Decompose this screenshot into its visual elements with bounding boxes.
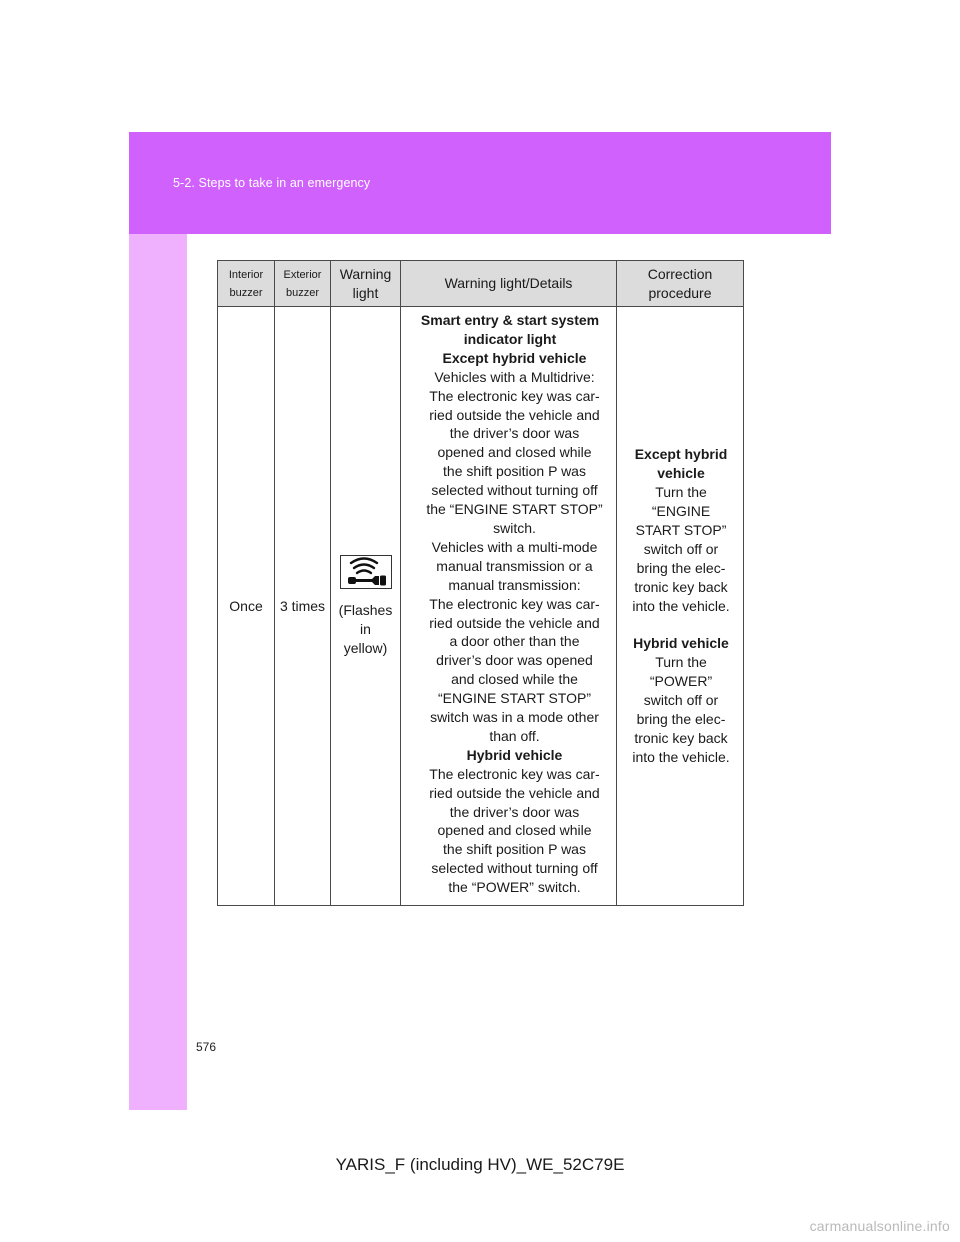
table-header-row [218, 261, 744, 307]
page-number: 576 [196, 1040, 217, 1054]
text-line: “ENGINE START STOP” [438, 690, 591, 707]
text-line: selected without turning off [431, 860, 598, 877]
smart-key-icon [340, 555, 392, 589]
text-line: the driver’s door was [449, 803, 580, 820]
text-line: tronic key back [634, 578, 728, 595]
correction-hybrid-lines [625, 653, 737, 766]
document-code: YARIS_F (including HV)_WE_52C79E [335, 1155, 625, 1174]
spacer [625, 616, 737, 635]
text-line: switch off or [643, 540, 719, 557]
details-title-line: Smart entry & start system [420, 312, 600, 328]
text-line: opened and closed while [437, 822, 592, 839]
details-hybrid-heading: Hybrid vehicle [466, 746, 563, 763]
col-exterior-buzzer-line: buzzer [285, 286, 320, 299]
text-line: bring the elec- [636, 559, 726, 576]
text-line: selected without turning off [431, 482, 598, 499]
text-line: “ENGINE [651, 503, 711, 520]
details-non-hybrid-lines [419, 368, 610, 746]
correction-non-hybrid-heading-line: Except hybrid [634, 446, 728, 463]
details-hybrid-lines [419, 765, 610, 897]
text-line: a door other than the [449, 633, 580, 650]
text-line: ried outside the vehicle and [429, 614, 600, 631]
text-line: switch. [493, 519, 536, 536]
text-line: the “POWER” switch. [448, 879, 581, 896]
correction-non-hybrid-lines [625, 483, 737, 615]
text-line: into the vehicle. [632, 748, 730, 765]
cell-warning-light [331, 307, 401, 906]
flash-note-line: (Flashes [338, 601, 393, 618]
col-warning-light [331, 261, 401, 307]
cell-details [401, 307, 617, 906]
col-interior-buzzer-line: Interior [228, 268, 264, 281]
text-line: “POWER” [649, 673, 713, 690]
text-line: and closed while the [451, 671, 578, 688]
text-line: The electronic key was car- [429, 765, 600, 782]
col-details: Warning light/Details [401, 261, 617, 307]
text-line: Turn the [655, 654, 707, 671]
text-line: Turn the [655, 484, 707, 501]
col-correction [617, 261, 744, 307]
text-line: than off. [489, 727, 540, 744]
text-line: The electronic key was car- [429, 595, 600, 612]
text-line: manual transmission: [448, 576, 581, 593]
text-line: the shift position P was [443, 841, 586, 858]
col-warning-light-line: light [352, 284, 379, 301]
text-line: manual transmission or a [436, 557, 593, 574]
text-line: ried outside the vehicle and [429, 784, 600, 801]
text-line: switch was in a mode other [430, 709, 599, 726]
warning-table [217, 260, 744, 906]
text-line: The electronic key was car- [429, 387, 600, 404]
text-line: switch off or [643, 692, 719, 709]
col-warning-light-line: Warning [339, 265, 392, 282]
text-line: bring the elec- [636, 711, 726, 728]
text-line: the driver’s door was [449, 425, 580, 442]
col-correction-line: Correction [647, 265, 713, 282]
text-line: ried outside the vehicle and [429, 406, 600, 423]
col-correction-line: procedure [648, 284, 712, 301]
section-title: 5-2. Steps to take in an emergency [173, 176, 371, 190]
text-line: into the vehicle. [632, 597, 730, 614]
text-line: Vehicles with a Multidrive: [434, 368, 595, 385]
cell-exterior-buzzer: 3 times [275, 307, 331, 906]
watermark: carmanualsonline.info [809, 1218, 950, 1234]
correction-hybrid-heading: Hybrid vehicle [633, 635, 729, 652]
details-non-hybrid-heading: Except hybrid vehicle [442, 349, 587, 366]
col-interior-buzzer-line: buzzer [229, 286, 263, 299]
cell-interior-buzzer: Once [218, 307, 275, 906]
flash-note-line: in [360, 620, 371, 637]
table-row [218, 307, 744, 906]
text-line: driver’s door was opened [436, 652, 593, 669]
correction-non-hybrid-heading-line: vehicle [657, 465, 705, 482]
text-line: the “ENGINE START STOP” [426, 501, 603, 518]
col-interior-buzzer [218, 261, 275, 307]
flash-note [332, 601, 399, 658]
col-exterior-buzzer [275, 261, 331, 307]
text-line: tronic key back [634, 729, 728, 746]
text-line: Vehicles with a multi-mode [431, 538, 598, 555]
cell-correction [617, 307, 744, 906]
flash-note-line: yellow) [343, 639, 388, 656]
details-title-line: indicator light [463, 330, 557, 347]
text-line: opened and closed while [437, 444, 592, 461]
side-strip [129, 234, 187, 1110]
details-body [410, 349, 610, 897]
col-exterior-buzzer-line: Exterior [283, 268, 322, 281]
text-line: the shift position P was [443, 463, 586, 480]
text-line: START STOP” [635, 521, 727, 538]
